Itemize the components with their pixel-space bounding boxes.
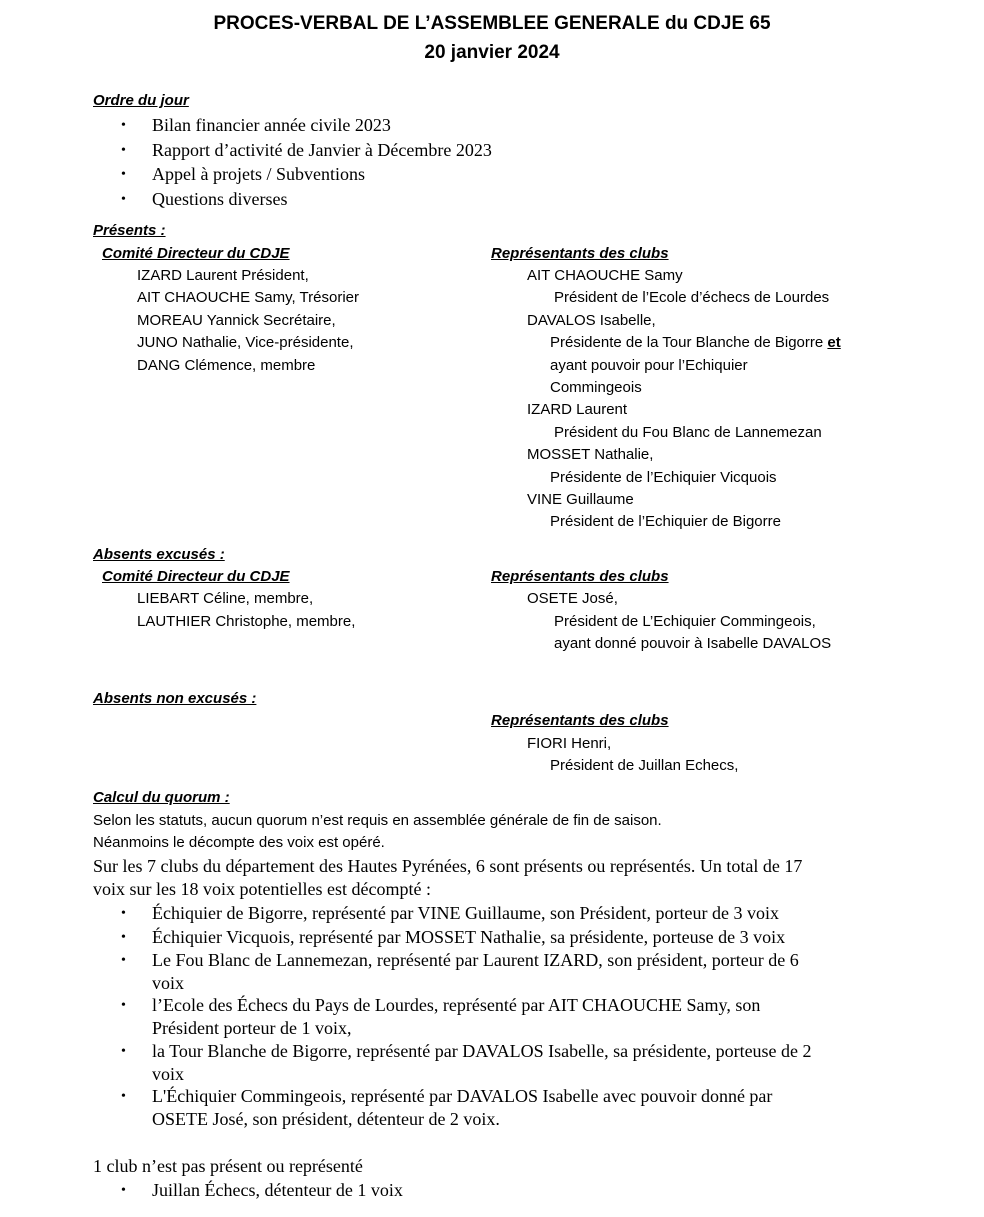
committee-member: AIT CHAOUCHE Samy, Trésorier — [137, 289, 359, 306]
club-rep-role: Président de L’Echiquier Commingeois, — [554, 613, 816, 630]
vote-item: Échiquier Vicquois, représenté par MOSSET Nathalie, sa présidente, porteuse de 3 voix — [152, 927, 786, 947]
vote-item-cont: OSETE José, son président, détenteur de 2 voix. — [152, 1109, 500, 1129]
club-rep-role: Président de l’Echiquier de Bigorre — [550, 513, 781, 530]
agenda-item: Questions diverses — [152, 189, 288, 209]
bullet-icon: • — [121, 118, 126, 133]
club-rep-role: Présidente de l’Echiquier Vicquois — [550, 469, 777, 486]
quorum-heading: Calcul du quorum : — [93, 789, 230, 806]
excused-committee-heading: Comité Directeur du CDJE — [102, 568, 290, 585]
unexcused-clubs-heading: Représentants des clubs — [491, 712, 669, 729]
unexcused-heading: Absents non excusés : — [93, 690, 257, 707]
presents-heading: Présents : — [93, 222, 166, 239]
club-rep-name: IZARD Laurent — [527, 401, 628, 418]
bullet-icon: • — [121, 930, 126, 945]
committee-member: LIEBART Céline, membre, — [137, 590, 314, 607]
vote-item: l’Ecole des Échecs du Pays de Lourdes, représenté par AIT CHAOUCHE Samy, son — [152, 995, 761, 1015]
club-rep-name: MOSSET Nathalie, — [527, 446, 654, 463]
presents-clubs-heading: Représentants des clubs — [491, 245, 669, 262]
bullet-icon: • — [121, 1089, 126, 1104]
emphasis-and: et — [827, 334, 841, 351]
agenda-item: Bilan financier année civile 2023 — [152, 115, 391, 135]
club-rep-name: DAVALOS Isabelle, — [527, 312, 656, 329]
vote-item-cont: Président porteur de 1 voix, — [152, 1018, 352, 1038]
quorum-text: Néanmoins le décompte des voix est opéré. — [93, 834, 385, 851]
club-rep-name: VINE Guillaume — [527, 491, 634, 508]
vote-item: Échiquier de Bigorre, représenté par VINE Guillaume, son Président, porteur de 3 voix — [152, 903, 779, 923]
bullet-icon: • — [121, 1044, 126, 1059]
excused-clubs-heading: Représentants des clubs — [491, 568, 669, 585]
club-rep-role: Président de l’Ecole d’échecs de Lourdes — [554, 289, 830, 306]
bullet-icon: • — [121, 953, 126, 968]
quorum-paragraph: voix sur les 18 voix potentielles est décompté : — [93, 879, 431, 899]
committee-member: DANG Clémence, membre — [137, 357, 316, 374]
club-rep-role: Président du Fou Blanc de Lannemezan — [554, 424, 822, 441]
vote-item-cont: voix — [152, 1064, 185, 1084]
agenda-heading: Ordre du jour — [93, 92, 189, 109]
committee-member: JUNO Nathalie, Vice-présidente, — [137, 334, 354, 351]
committee-member: LAUTHIER Christophe, membre, — [137, 613, 356, 630]
club-rep-role: ayant pouvoir pour l’Echiquier — [550, 357, 748, 374]
committee-member: IZARD Laurent Président, — [137, 267, 309, 284]
agenda-item: Rapport d’activité de Janvier à Décembre 2023 — [152, 140, 492, 160]
club-rep-name: OSETE José, — [527, 590, 618, 607]
presents-committee-heading: Comité Directeur du CDJE — [102, 245, 290, 262]
page-date: 20 janvier 2024 — [424, 42, 560, 63]
club-rep-role: ayant donné pouvoir à Isabelle DAVALOS — [554, 635, 832, 652]
committee-member: MOREAU Yannick Secrétaire, — [137, 312, 336, 329]
vote-item-cont: voix — [152, 973, 185, 993]
club-rep-role: Commingeois — [550, 379, 642, 396]
bullet-icon: • — [121, 998, 126, 1013]
page-title: PROCES-VERBAL DE L’ASSEMBLEE GENERALE du CDJE 65 — [213, 13, 771, 34]
bullet-icon: • — [121, 167, 126, 182]
club-rep-role: Présidente de la Tour Blanche de Bigorre et — [550, 334, 841, 351]
bullet-icon: • — [121, 192, 126, 207]
quorum-text: Selon les statuts, aucun quorum n’est requis en assemblée générale de fin de saison. — [93, 812, 662, 829]
club-rep-role: Président de Juillan Echecs, — [550, 757, 739, 774]
absent-club-line: 1 club n’est pas présent ou représenté — [93, 1156, 363, 1176]
bullet-icon: • — [121, 906, 126, 921]
vote-item: Le Fou Blanc de Lannemezan, représenté par Laurent IZARD, son président, porteur de 6 — [152, 950, 799, 970]
bullet-icon: • — [121, 1183, 126, 1198]
absent-club-item: Juillan Échecs, détenteur de 1 voix — [152, 1180, 403, 1200]
quorum-paragraph: Sur les 7 clubs du département des Hautes Pyrénées, 6 sont présents ou représentés. Un total de 17 — [93, 856, 803, 876]
excused-heading: Absents excusés : — [93, 546, 225, 563]
vote-item: L'Échiquier Commingeois, représenté par DAVALOS Isabelle avec pouvoir donné par — [152, 1086, 773, 1106]
club-rep-name: AIT CHAOUCHE Samy — [527, 267, 683, 284]
vote-item: la Tour Blanche de Bigorre, représenté par DAVALOS Isabelle, sa présidente, porteuse de 2 — [152, 1041, 812, 1061]
bullet-icon: • — [121, 143, 126, 158]
club-rep-name: FIORI Henri, — [527, 735, 612, 752]
agenda-item: Appel à projets / Subventions — [152, 164, 365, 184]
